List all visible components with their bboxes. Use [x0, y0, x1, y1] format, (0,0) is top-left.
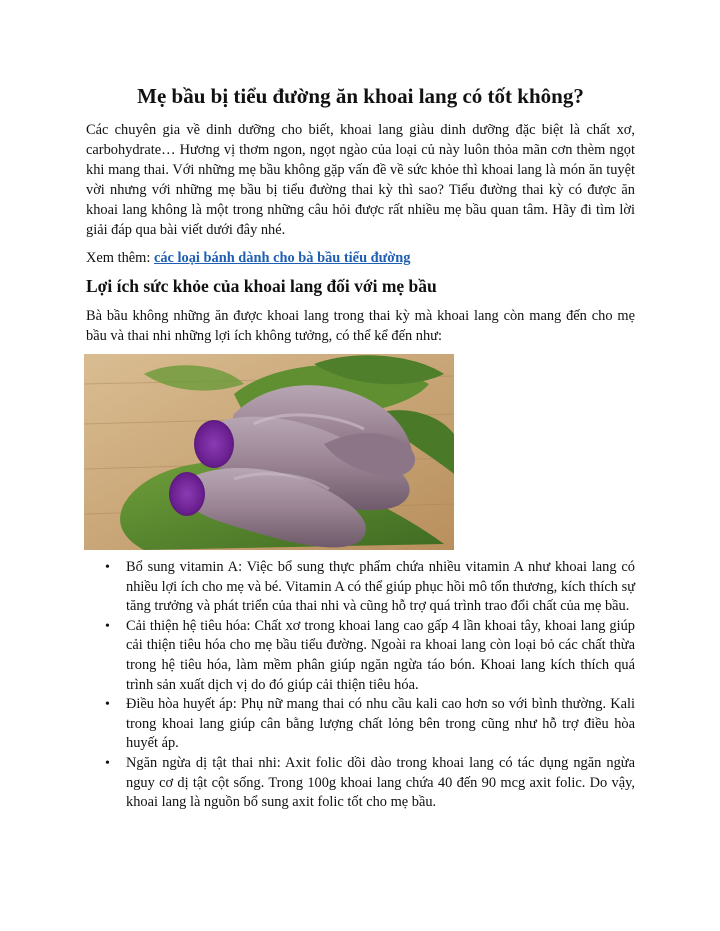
bullet-icon: •	[105, 618, 110, 634]
list-item	[105, 558, 635, 617]
list-item-text: Bổ sung vitamin A: Việc bổ sung thực phẩm chứa nhiều vitamin A như khoai lang có nhiều lợi ích cho mẹ và bé. Vitamin A có thể giúp phục hồi mô tổn thương, kích thích sự tăng trưởng và phát triển của thai nhi và cũng hỗ trợ quá trình trao đổi chất của mẹ bầu.	[126, 559, 635, 615]
section-intro-paragraph: Bà bầu không những ăn được khoai lang trong thai kỳ mà khoai lang còn mang đến cho mẹ bầu và thai nhi những lợi ích không tưởng, có thể kể đến như:	[86, 308, 635, 344]
document-page	[86, 82, 635, 813]
list-item	[105, 754, 635, 813]
section-heading: Lợi ích sức khỏe của khoai lang đối với mẹ bầu	[86, 276, 437, 296]
see-more-line	[86, 248, 635, 268]
bullet-icon: •	[105, 697, 110, 713]
see-more-link[interactable]: các loại bánh dành cho bà bầu tiểu đường	[153, 250, 411, 266]
page-title: Mẹ bầu bị tiểu đường ăn khoai lang có tốt không?	[137, 84, 584, 108]
list-item-text: Điều hòa huyết áp: Phụ nữ mang thai có nhu cầu kali cao hơn so với bình thường. Kali trong khoai lang giúp cân bằng lượng chất lỏng bên trong cũng như hỗ trợ điều hòa huyết áp.	[126, 696, 635, 752]
bullet-icon: •	[105, 560, 110, 575]
list-item	[105, 617, 635, 695]
list-item-text: Cải thiện hệ tiêu hóa: Chất xơ trong khoai lang cao gấp 4 lần khoai tây, khoai lang giúp cải thiện tiêu hóa cho mẹ bầu tiểu đường. Ngoài ra khoai lang còn loại bỏ các chất thừa trong hệ tiêu hóa, làm mềm phân giúp ngăn ngừa táo bón. Khoai lang kích thích quá trình sản xuất dịch vị do đó giúp cải thiện tiêu hóa.	[126, 617, 635, 693]
intro-paragraph: Các chuyên gia về dinh dưỡng cho biết, khoai lang giàu dinh dưỡng đặc biệt là chất xơ, carbohydrate… Hương vị thơm ngon, ngọt ngào của loại củ này luôn thỏa mãn cơn thèm ngọt khi mang thai. Với những mẹ bầu không gặp vấn đề về sức khỏe thì khoai lang là món ăn tuyệt vời nhưng với những mẹ bầu bị tiểu đường thai kỳ thì sao? Tiểu đường thai kỳ có được ăn khoai lang không là một trong những câu hỏi được rất nhiều mẹ bầu quan tâm. Hãy đi tìm lời giải đáp qua bài viết dưới đây nhé.	[86, 122, 635, 238]
sweet-potato-photo	[84, 354, 454, 550]
list-item-text: Ngăn ngừa dị tật thai nhi: Axit folic dồi dào trong khoai lang có tác dụng ngăn ngừa nguy cơ dị tật cột sống. Trong 100g khoai lang chứa 40 đến 90 mcg axit folic. Do vậy, khoai lang là nguồn bổ sung axit folic tốt cho mẹ bầu.	[126, 754, 635, 811]
bullet-icon: •	[105, 755, 110, 771]
benefits-list	[86, 558, 635, 813]
list-item	[105, 695, 635, 754]
see-more-prefix: Xem thêm:	[86, 250, 154, 266]
